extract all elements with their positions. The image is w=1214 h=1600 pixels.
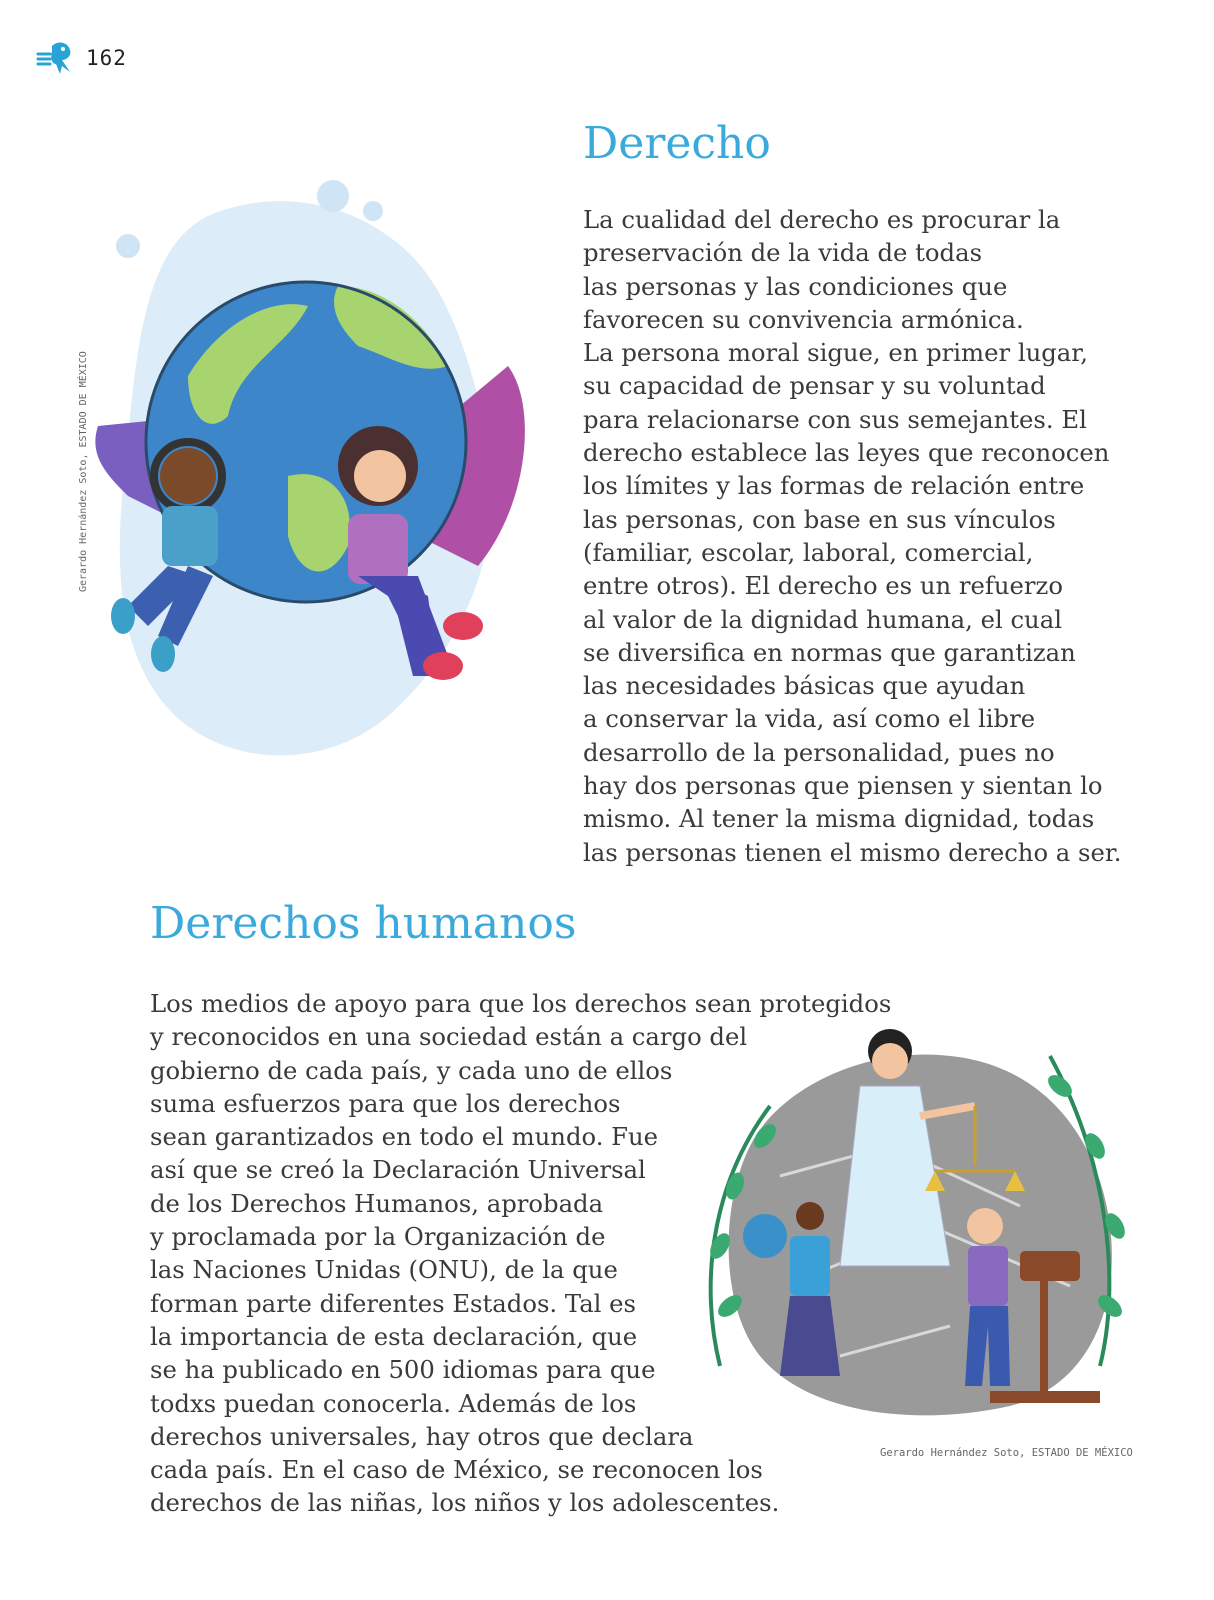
page-header bbox=[36, 38, 127, 78]
section-body-derechos-humanos: Los medios de apoyo para que los derechos sean protegidos y reconocidos en una sociedad están a cargo del gobierno de cada país, y cada uno de ellos suma esfuerzos para que los derechos sean garantizados en todo el mundo. Fue así que se creó la Declaración Universal de los Derechos Humanos, aprobada y proclamada por la Organización de las Naciones Unidas (ONU), de la que forman parte diferentes Estados. Tal es la importancia de esta declaración, que se ha publicado en 500 idiomas para que todxs puedan conocerla. Además de los derechos universales, hay otros que declara cada país. En el caso de México, se reconocen los derechos de las niñas, los niños y los adolescentes. bbox=[150, 989, 892, 1518]
illustration-credit-vertical: Gerardo Hernández Soto, ESTADO DE MÉXICO bbox=[78, 351, 89, 592]
page-number: 162 bbox=[86, 46, 127, 70]
globe-children-illustration bbox=[88, 176, 544, 776]
section-body-derecho: La cualidad del derecho es procurar la preservación de la vida de todas las personas y las condiciones que favorecen su convivencia armónica. La persona moral sigue, en primer lugar, su capacidad de pensar y su voluntad para relacionarse con sus semejantes. El derecho establece las leyes que reconocen los límites y las formas de relación entre las personas, con base en sus vínculos (familiar, escolar, laboral, comercial, entre otros). El derecho es un refuerzo al valor de la dignidad humana, el cual se diversifica en normas que garantizan las necesidades básicas que ayudan a conservar la vida, así como el libre desarrollo de la personalidad, pues no hay dos personas que piensen y sientan lo mismo. Al tener la misma dignidad, todas las personas tienen el mismo derecho a ser. bbox=[583, 205, 1122, 867]
eagle-logo-icon bbox=[36, 38, 78, 78]
justice-children-illustration bbox=[690, 1026, 1130, 1436]
section-title-derecho: Derecho bbox=[583, 118, 771, 169]
section-title-derechos-humanos: Derechos humanos bbox=[150, 898, 577, 949]
illustration-credit-horizontal: Gerardo Hernández Soto, ESTADO DE MÉXICO bbox=[880, 1447, 1133, 1459]
